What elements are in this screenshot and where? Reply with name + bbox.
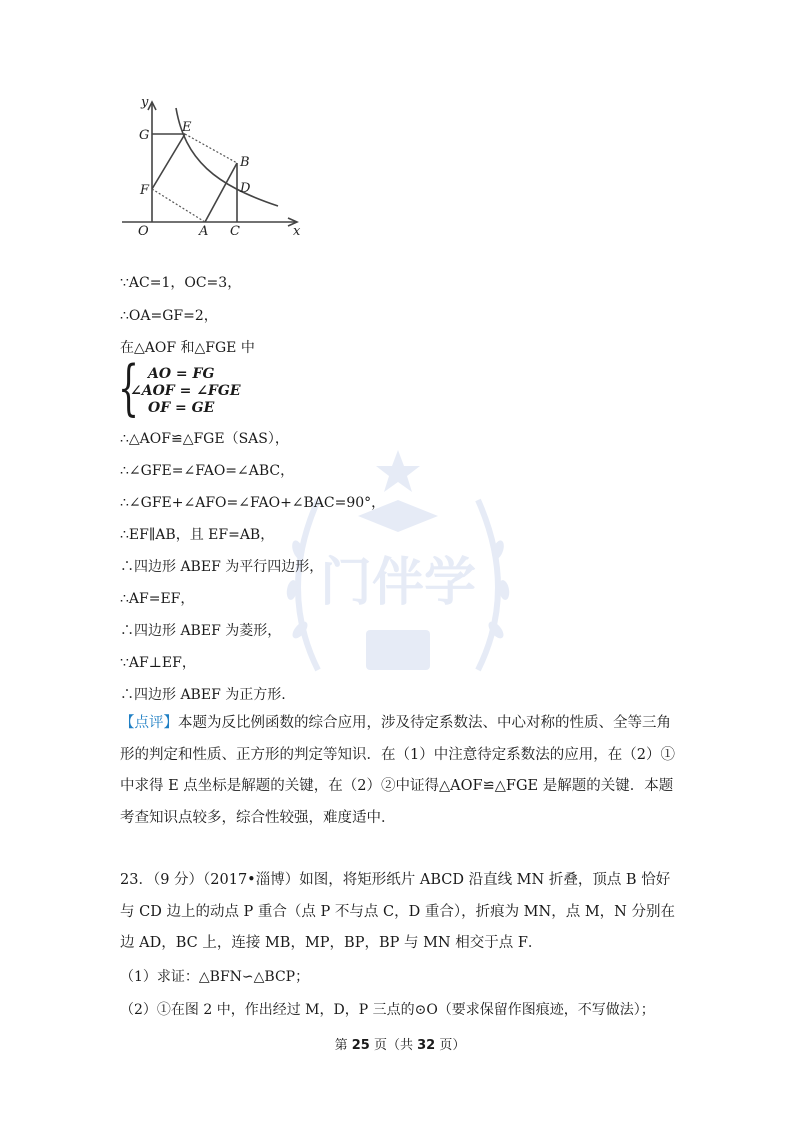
segment-fe <box>152 134 185 189</box>
label-f: F <box>140 183 150 198</box>
system-eq-1: AO = FG <box>148 366 215 382</box>
page-footer <box>0 1034 800 1053</box>
system-eq-3: OF = GE <box>148 400 215 416</box>
label-g: G <box>139 128 150 143</box>
footer-mid: 页（共 <box>369 1038 418 1053</box>
solution-line-5: ∴∠GFE=∠FAO=∠ABC， <box>120 463 295 479</box>
dotted-fa <box>152 189 205 222</box>
label-y: y <box>141 95 149 110</box>
solution-line-7: ∴EF∥AB，且 EF=AB， <box>120 527 275 543</box>
solution-line-9: ∴AF=EF， <box>120 591 195 607</box>
solution-line-11: ∵AF⊥EF， <box>120 655 196 671</box>
dotted-eb <box>185 134 237 163</box>
comment-tag: 【点评】 <box>120 715 178 731</box>
footer-page-number: 25 <box>351 1038 370 1053</box>
solution-line-12: ∴四边形 ABEF 为正方形. <box>120 687 286 703</box>
left-brace: { <box>118 353 140 423</box>
problem-23-text: 23．（9 分）（2017•淄博）如图，将矩形纸片 ABCD 沿直线 MN 折叠，顶点 B 恰好与 CD 边上的动点 P 重合（点 P 不与点 C，D 重合），折痕为 MN，点 M，N 分别在边 AD，BC 上，连接 MB，MP，BP，BP 与 MN 相交于点 F． <box>120 872 675 951</box>
comment-paragraph <box>120 708 680 834</box>
label-e: E <box>182 120 192 135</box>
solution-line-2: ∴OA=GF=2， <box>120 308 218 324</box>
solution-line-8: ∴四边形 ABEF 为平行四边形， <box>120 559 324 575</box>
solution-line-3: 在△AOF 和△FGE 中 <box>120 340 255 356</box>
footer-post: 页） <box>435 1038 466 1053</box>
label-b: B <box>240 155 250 170</box>
label-x: x <box>293 224 301 239</box>
solution-line-10: ∴四边形 ABEF 为菱形， <box>120 623 282 639</box>
footer-total-pages: 32 <box>417 1038 436 1053</box>
problem-23-q2: （2）①在图 2 中，作出经过 M，D，P 三点的⊙O（要求保留作图痕迹，不写做法）； <box>120 1002 655 1018</box>
label-a: A <box>199 224 209 239</box>
watermark-text: 门伴学 <box>319 553 477 613</box>
congruence-system <box>118 353 318 423</box>
label-c: C <box>230 224 240 239</box>
comment-text: 本题为反比例函数的综合应用，涉及待定系数法、中心对称的性质、全等三角形的判定和性质、正方形的判定等知识．在（1）中注意待定系数法的应用，在（2）①中求得 E 点坐标是解题的关键，在（2）②中证得△AOF≌△FGE 是解题的关键．本题考查知识点较多，综合性较强，难度适中． <box>120 715 675 826</box>
footer-pre: 第 <box>334 1038 352 1053</box>
system-eq-2: ∠AOF = ∠FGE <box>130 383 241 399</box>
label-o: O <box>138 224 149 239</box>
label-d: D <box>240 181 251 196</box>
coordinate-figure <box>0 0 800 260</box>
solution-line-1: ∵AC=1，OC=3， <box>120 275 242 291</box>
problem-23-q1: （1）求证：△BFN∽△BCP； <box>120 969 310 985</box>
solution-line-6: ∴∠GFE+∠AFO=∠FAO+∠BAC=90°， <box>120 495 386 511</box>
solution-line-4: ∴△AOF≌△FGE（SAS）， <box>120 431 289 447</box>
